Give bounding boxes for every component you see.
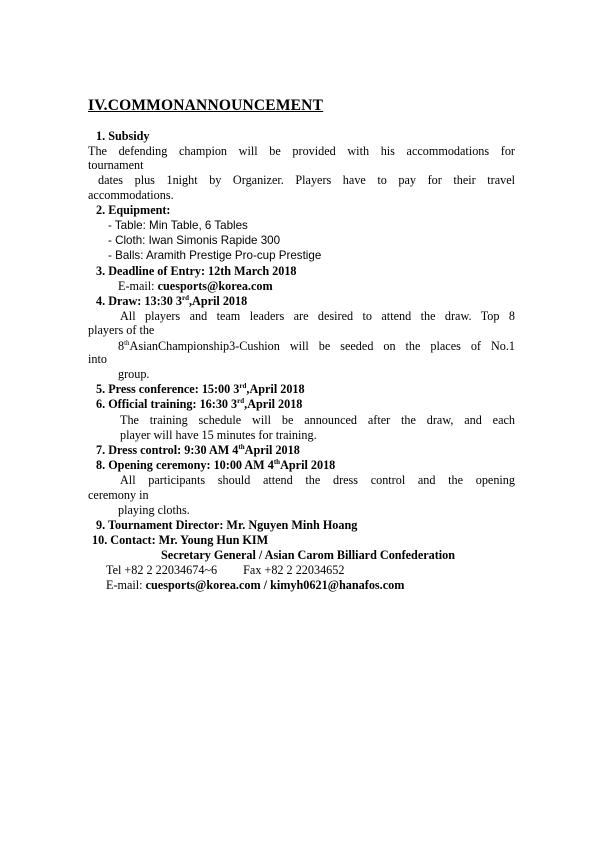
contact-email-line [106, 578, 404, 592]
contact-heading: 10. Contact: Mr. Young Hun KIM [92, 533, 269, 547]
tournament-director-heading: 9. Tournament Director: Mr. Nguyen Minh Hoang [96, 518, 358, 532]
deadline-email [118, 279, 273, 293]
ceremony-text-line: All participants should attend the dress control and the opening [120, 473, 515, 487]
subsidy-text-line: dates plus 1night by Organizer. Players have to pay for their travel [98, 173, 515, 187]
draw-text-line: group. [118, 367, 150, 381]
email-address: cuesports@korea.com [157, 279, 273, 293]
draw-heading: 4. Draw: 13:30 3rd,April 2018 [96, 293, 248, 308]
email-label: E-mail: [106, 578, 143, 592]
ceremony-text-line: playing cloths. [118, 503, 190, 517]
draw-text-line: All players and team leaders are desired to attend the draw. Top 8 [120, 309, 515, 323]
subsidy-text-line: The defending champion will be provided with his accommodations for [88, 144, 515, 158]
draw-text-line: 8thAsianChampionship3-Cushion will be seeded on the places of No.1 [118, 338, 515, 353]
contact-role: Secretary General / Asian Carom Billiard Confederation [161, 548, 456, 562]
opening-ceremony-heading: 8. Opening ceremony: 10:00 AM 4thApril 2018 [96, 457, 336, 472]
training-text-line: player will have 15 minutes for training. [120, 428, 317, 442]
subsidy-heading: 1. Subsidy [96, 129, 150, 143]
press-conference-heading: 5. Press conference: 15:00 3rd,April 2018 [96, 381, 305, 396]
contact-email-addresses: cuesports@korea.com / kimyh0621@hanafos.com [145, 578, 405, 592]
equipment-heading: 2. Equipment: [96, 203, 171, 217]
contact-tel: Tel +82 2 22034674~6 [106, 563, 218, 577]
ceremony-text-line: ceremony in [88, 488, 149, 502]
equipment-item: - Cloth: Iwan Simonis Rapide 300 [108, 234, 281, 247]
equipment-item: - Balls: Aramith Prestige Pro-cup Prestige [108, 249, 322, 262]
draw-text-line: into [88, 352, 107, 366]
training-text-line: The training schedule will be announced after the draw, and each [120, 413, 515, 427]
equipment-item: - Table: Min Table, 6 Tables [108, 219, 248, 232]
dress-control-heading: 7. Dress control: 9:30 AM 4thApril 2018 [96, 442, 300, 457]
draw-text-line: players of the [88, 323, 155, 337]
email-label: E-mail: [118, 279, 155, 293]
deadline-heading: 3. Deadline of Entry: 12th March 2018 [96, 264, 297, 278]
contact-fax: Fax +82 2 22034652 [243, 563, 345, 577]
section-title: IV.COMMONANNOUNCEMENT [88, 97, 324, 114]
subsidy-text-line: accommodations. [88, 188, 174, 202]
contact-phone-line [106, 563, 344, 577]
official-training-heading: 6. Official training: 16:30 3rd,April 2018 [96, 396, 303, 411]
subsidy-text-line: tournament [88, 158, 144, 172]
